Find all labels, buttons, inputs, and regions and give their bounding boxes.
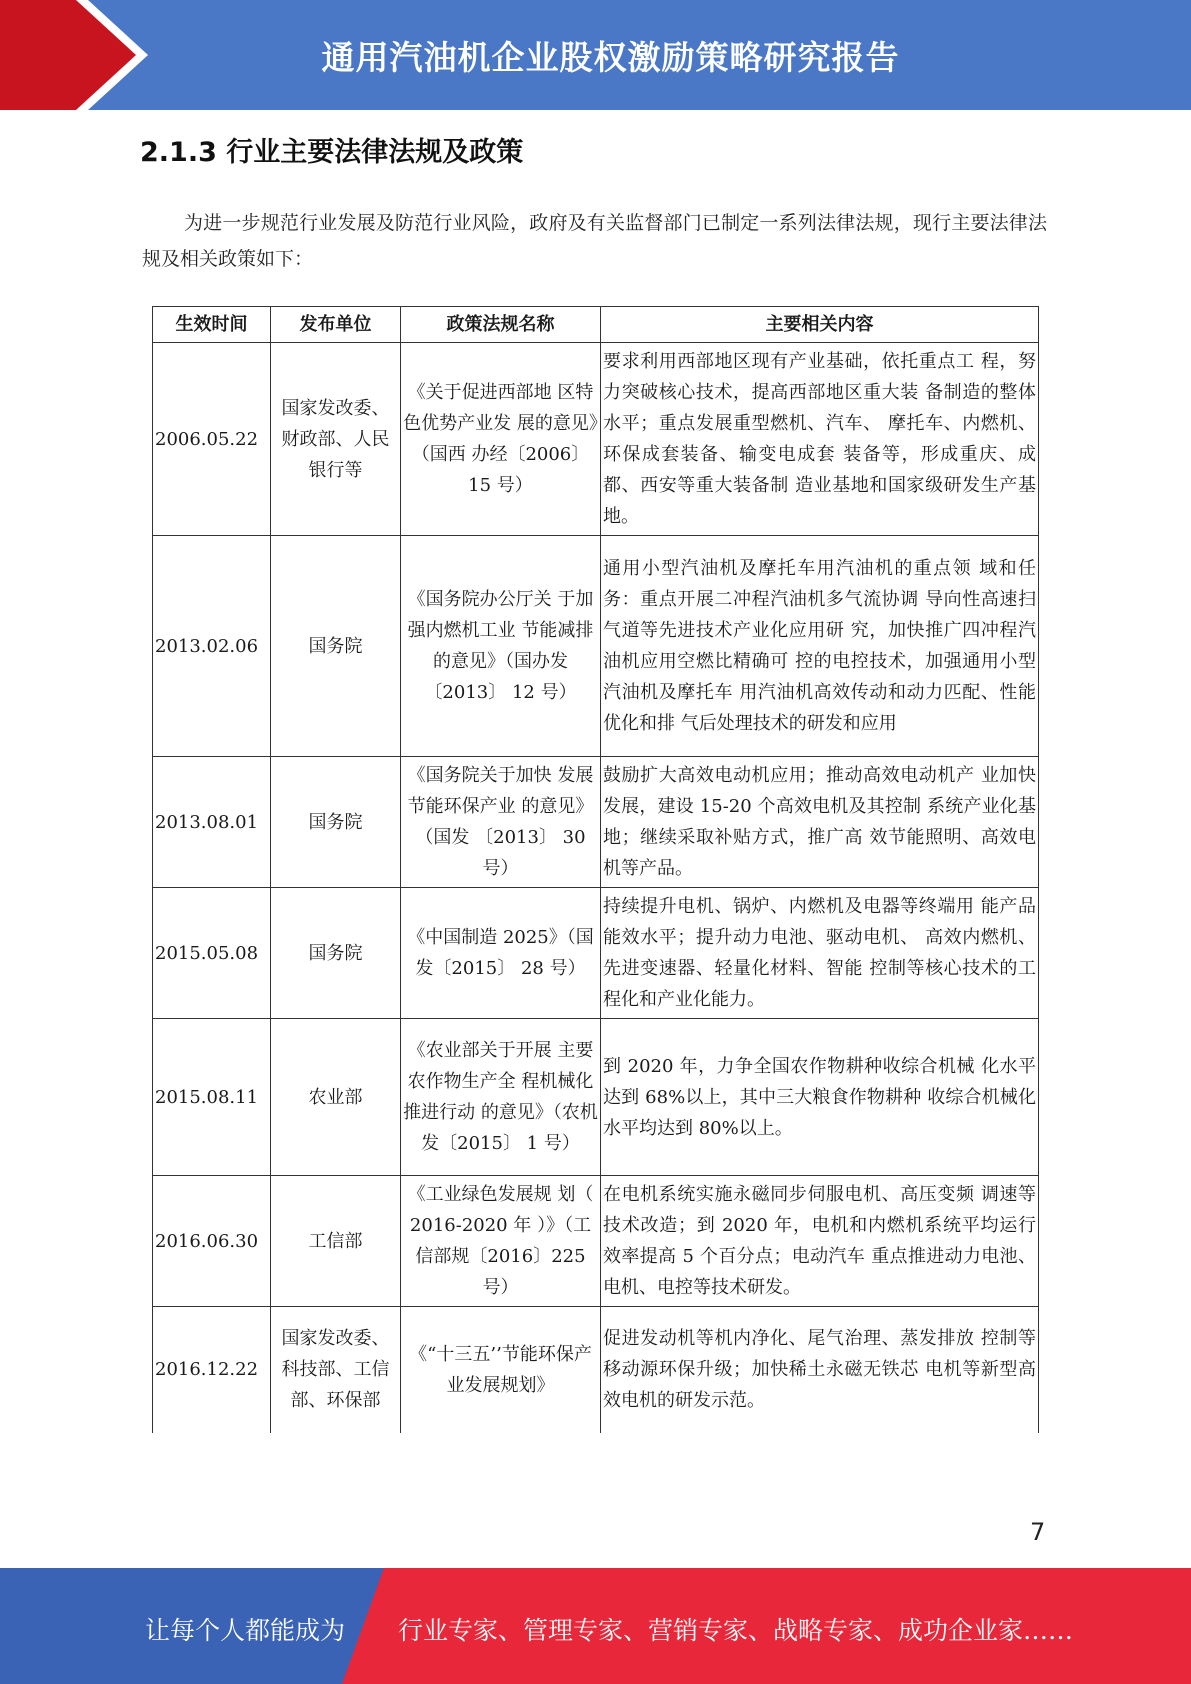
table-row: [153, 1307, 1039, 1433]
cell-issuer: 工信部: [271, 1176, 401, 1307]
cell-date: 2015.05.08: [153, 888, 271, 1019]
header-policy-name: 政策法规名称: [401, 307, 601, 343]
cell-content: 通用小型汽油机及摩托车用汽油机的重点领 域和任务：重点开展二冲程汽油机多气流协调 导向性高速扫气道等先进技术产业化应用研 究，加快推广四冲程汽油机应用空燃比精确可 控的电控技术，加强通用小型汽油机及摩托车 用汽油机高效传动和动力匹配、性能优化和排 气后处理技术的研发和应用: [601, 536, 1039, 757]
table-row: [153, 343, 1039, 536]
report-title: 通用汽油机企业股权激励策略研究报告: [321, 37, 900, 77]
cell-policy-name: 《中国制造 2025》（国发〔2015〕 28 号）: [401, 888, 601, 1019]
table-row: [153, 888, 1039, 1019]
cell-date: 2015.08.11: [153, 1019, 271, 1176]
cell-policy-name: 《国务院办公厅关 于加强内燃机工业 节能减排的意见》（国办发〔2013〕 12 号）: [401, 536, 601, 757]
section-heading: 2.1.3 行业主要法律法规及政策: [140, 137, 524, 168]
footer-slogan-right: 行业专家、管理专家、营销专家、战略专家、成功企业家……: [398, 1616, 1074, 1645]
cell-issuer: 国家发改委、科技部、工信部、环保部: [271, 1307, 401, 1433]
cell-content: 持续提升电机、锅炉、内燃机及电器等终端用 能产品能效水平；提升动力电池、驱动电机、 高效内燃机、先进变速器、轻量化材料、智能 控制等核心技术的工程化和产业化能力。: [601, 888, 1039, 1019]
cell-policy-name: 《“十三五’’节能环保产业发展规划》: [401, 1307, 601, 1433]
cell-date: 2013.02.06: [153, 536, 271, 757]
cell-content: 在电机系统实施永磁同步伺服电机、高压变频 调速等技术改造；到 2020 年，电机和内燃机系统平均运行效率提高 5 个百分点；电动汽车 重点推进动力电池、电机、电控等技术研发。: [601, 1176, 1039, 1307]
table-row: [153, 536, 1039, 757]
header-issuer: 发布单位: [271, 307, 401, 343]
header-effective-date: 生效时间: [153, 307, 271, 343]
header-banner: [0, 0, 1191, 110]
cell-policy-name: 《农业部关于开展 主要农作物生产全 程机械化推进行动 的意见》（农机发〔2015〕 1 号）: [401, 1019, 601, 1176]
cell-issuer: 农业部: [271, 1019, 401, 1176]
table-row: [153, 757, 1039, 888]
cell-policy-name: 《工业绿色发展规 划（ 2016-2020 年 ）》（工信部规〔2016〕225 号）: [401, 1176, 601, 1307]
cell-date: 2016.06.30: [153, 1176, 271, 1307]
table-row: [153, 1019, 1039, 1176]
cell-date: 2013.08.01: [153, 757, 271, 888]
table-header-row: [153, 307, 1039, 343]
cell-content: 要求利用西部地区现有产业基础，依托重点工 程，努力突破核心技术，提高西部地区重大装 备制造的整体水平；重点发展重型燃机、汽车、 摩托车、内燃机、环保成套装备、输变电成套 装备等，形成重庆、成都、西安等重大装备制 造业基地和国家级研发生产基地。: [601, 343, 1039, 536]
cell-issuer: 国务院: [271, 536, 401, 757]
cell-issuer: 国家发改委、财政部、人民银行等: [271, 343, 401, 536]
policy-table: [152, 306, 1039, 1433]
cell-content: 鼓励扩大高效电动机应用；推动高效电动机产 业加快发展，建设 15-20 个高效电机及其控制 系统产业化基地；继续采取补贴方式，推广高 效节能照明、高效电机等产品。: [601, 757, 1039, 888]
cell-policy-name: 《国务院关于加快 发展节能环保产业 的意见》（国发 〔2013〕 30 号）: [401, 757, 601, 888]
cell-content: 到 2020 年，力争全国农作物耕种收综合机械 化水平达到 68%以上，其中三大粮食作物耕种 收综合机械化水平均达到 80%以上。: [601, 1019, 1039, 1176]
cell-content: 促进发动机等机内净化、尾气治理、蒸发排放 控制等移动源环保升级；加快稀土永磁无铁芯 电机等新型高效电机的研发示范。: [601, 1307, 1039, 1433]
page-number: 7: [1030, 1518, 1046, 1546]
header-chevron-decoration: [0, 0, 160, 110]
cell-issuer: 国务院: [271, 888, 401, 1019]
intro-paragraph: 为进一步规范行业发展及防范行业风险，政府及有关监督部门已制定一系列法律法规，现行主要法律法规及相关政策如下：: [142, 212, 1047, 270]
footer-slogan-left: 让每个人都能成为: [145, 1616, 346, 1645]
cell-policy-name: 《关于促进西部地 区特色优势产业发 展的意见》（国西 办经〔2006〕 15 号）: [401, 343, 601, 536]
header-main-content: 主要相关内容: [601, 307, 1039, 343]
table-row: [153, 1176, 1039, 1307]
cell-date: 2016.12.22: [153, 1307, 271, 1433]
cell-date: 2006.05.22: [153, 343, 271, 536]
cell-issuer: 国务院: [271, 757, 401, 888]
